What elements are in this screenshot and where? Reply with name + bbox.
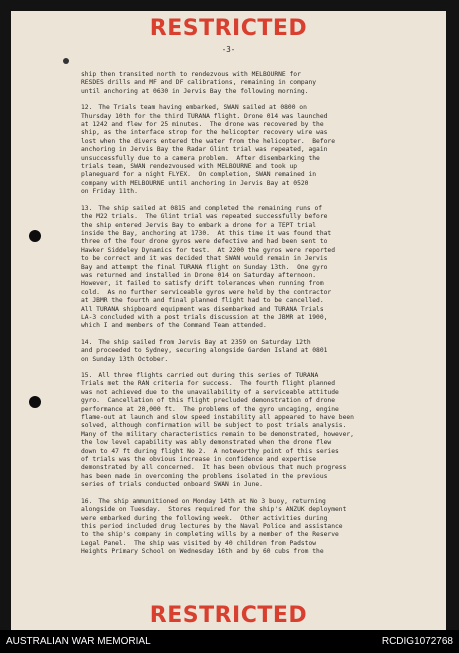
paragraph-text: All three flights carried out during this series of TURANA Trials met the RAN criteria for success. The fourth flight planned was not achieved due to the unavailability of a serviceable attitude gyro. Cancellation of this flight precluded demonstration of drone performance at 20,000 ft. The problems of the gyro uncaging, engine flame-out at launch and slow speed instability all appeared to have been solved, although confirmation will be subject to post trials analysis. Many of the military characteristics remain to be demonstrated, however, the low level capability was ably demonstrated when the drone flew down to 47 ft during flight No 2. A noteworthy point of this series of trials was the obvious increase in confidence and expertise demonstrated by all concerned. It has been obvious that much progress has been made in overcoming the problems isolated in the previous series of trials conducted onboard SWAN in June. — [81, 372, 354, 489]
document-page — [11, 11, 446, 630]
paragraph-text: ship then transited north to rendezvous with MELBOURNE for RESDES drills and MF and DF calibrations, remaining in company until anchoring at 0630 in Jervis Bay the following morning. — [81, 71, 317, 95]
paragraph-number: 15. — [81, 372, 93, 379]
restricted-stamp-bottom: RESTRICTED — [149, 603, 308, 628]
restricted-stamp-top: RESTRICTED — [149, 16, 308, 41]
archive-footer — [0, 630, 459, 653]
footer-record-id: RCDIG1072768 — [381, 636, 453, 647]
punch-hole-lower — [29, 396, 41, 408]
document-body — [81, 71, 421, 565]
punch-hole-upper — [29, 230, 41, 242]
paragraph-13 — [81, 205, 421, 331]
footer-institution: AUSTRALIAN WAR MEMORIAL — [6, 636, 151, 647]
paragraph-number: 12. — [81, 104, 93, 112]
paragraph-15 — [81, 372, 421, 490]
paragraph-continuation — [81, 71, 421, 96]
paragraph-16 — [81, 498, 421, 557]
paragraph-12 — [81, 104, 421, 196]
paragraph-text: The ship ammunitioned on Monday 14th at No 3 buoy, returning alongside on Tuesday. Stores required for the ship's ANZUK deployment were embarked during the following week. Other activities during this period included drug lectures by the Naval Police and assistance to the ship's company in completing wills by a member of the Reserve Legal Panel. The ship was visited by 40 children from Padstow Heights Primary School on Wednesday 16th and by 60 cubs from the — [81, 497, 347, 556]
page-number: -3- — [221, 45, 236, 54]
paragraph-number: 16. — [81, 497, 93, 505]
paragraph-text: The Trials team having embarked, SWAN sailed at 0800 on Thursday 10th for the third TURANA flight. Drone 014 was launched at 1242 and flew for 25 minutes. The drone was recovered by the ship, as the interface strop for the helicopter recovery wire was lost when the divers entered the water from the helicopter. Before anchoring in Jervis Bay the Radar Glint trial was repeated, again unsuccessfully due to a camera problem. After disembarking the trials team, SWAN rendezvoused with MELBOURNE and took up planeguard for a night FLYEX. On completion, SWAN remained in company with MELBOURNE until anchoring in Jervis Bay at 0520 on Friday 11th. — [81, 104, 336, 196]
paragraph-14 — [81, 339, 421, 364]
paragraph-text: The ship sailed from Jervis Bay at 2359 on Saturday 12th and proceeded to Sydney, securing alongside Garden Island at 0801 on Sunday 13th October. — [81, 338, 328, 363]
ink-dot — [63, 58, 69, 64]
paragraph-number: 14. — [81, 338, 93, 346]
paragraph-number: 13. — [81, 204, 93, 212]
paragraph-text: The ship sailed at 0815 and completed the remaining runs of the M22 trials. The Glint trial was repeated successfully before the ship entered Jervis Bay to embark a drone for a TEPT trial inside the Bay, anchoring at 1730. At this time it was found that three of the four drone gyros were defective and had been sent to Hawker Siddeley Dynamics for test. At 2200 the gyros were reported to be correct and it was decided that SWAN would remain in Jervis Bay and attempt the final TURANA flight on Sunday 13th. One gyro was returned and installed in Drone 014 on Saturday afternoon. However, it failed to satisfy drift tolerances when running from cold. As no further serviceable gyros were held by the contractor at JBMR the fourth and final planned flight had to be cancelled. All TURANA shipboard equipment was disembarked and TURANA Trials LA-3 concluded with a post trials discussion at the JBMR at 1900, which I and members of the Command Team attended. — [81, 204, 336, 330]
